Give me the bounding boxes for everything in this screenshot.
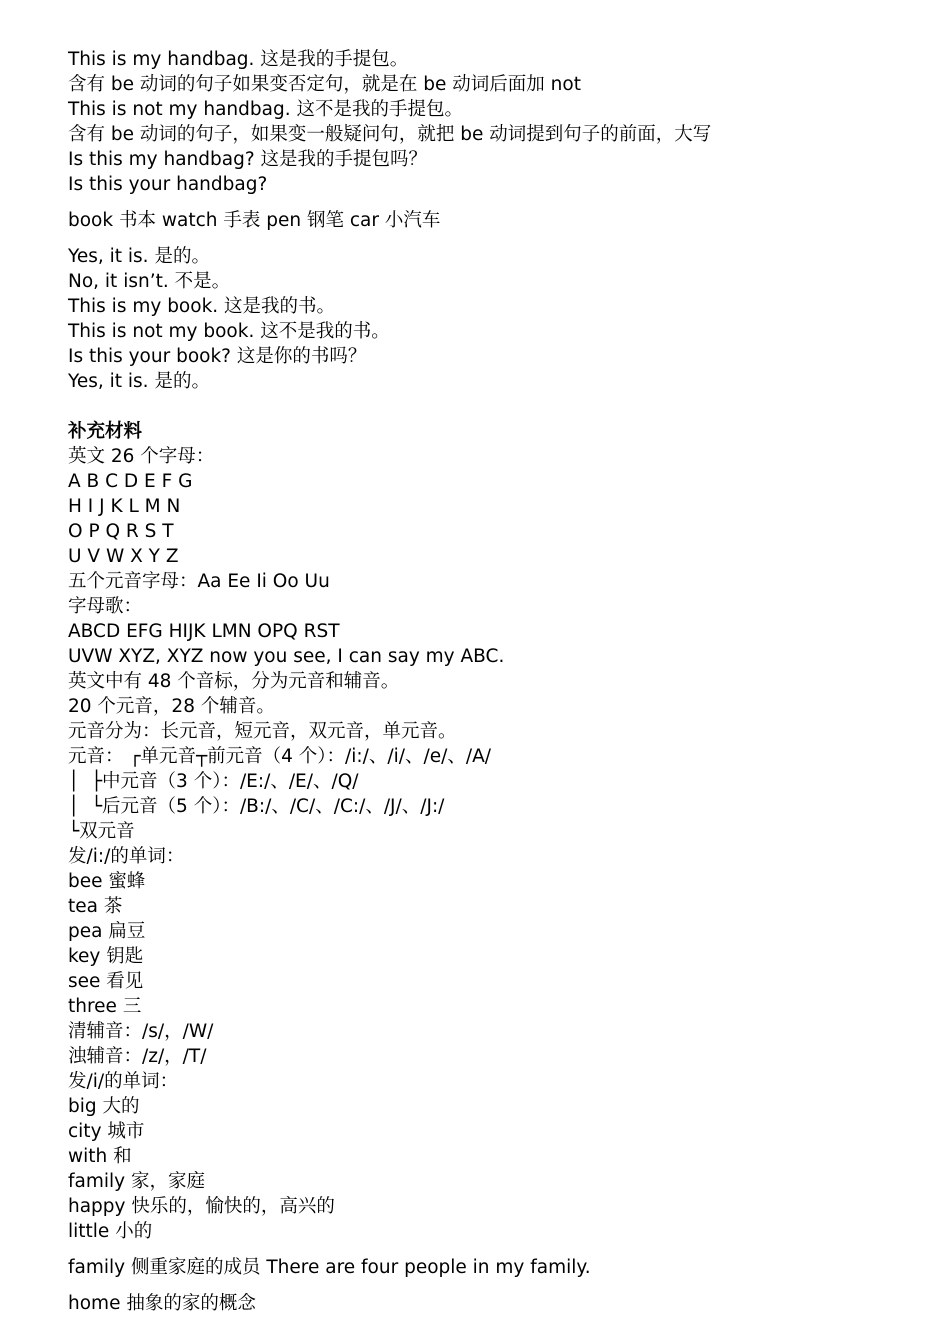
text-line: bee 蜜蜂: [68, 871, 146, 892]
dialogue-section: [68, 244, 928, 394]
text-line: A B C D E F G: [68, 471, 193, 492]
text-line: pea 扁豆: [68, 921, 146, 942]
text-line: 英文中有 48 个音标，分为元音和辅音。: [68, 671, 400, 692]
text-line: │ ├中元音（3 个）：/E:/、/E/、/Q/: [68, 771, 359, 792]
supplementary-section: [68, 444, 928, 1244]
text-line: U V W X Y Z: [68, 546, 179, 567]
text-line: This is my book. 这是我的书。: [68, 296, 336, 317]
paragraph-spacer: [68, 394, 928, 419]
text-line: 含有 be 动词的句子，如果变一般疑问句，就把 be 动词提到句子的前面，大写: [68, 124, 712, 145]
text-line: family 家，家庭: [68, 1171, 205, 1192]
text-line: 20 个元音，28 个辅音。: [68, 696, 275, 717]
text-line: 发/i/的单词：: [68, 1071, 179, 1092]
paragraph-spacer: [68, 1280, 928, 1291]
paragraph-spacer: [68, 233, 928, 244]
text-line: three 三: [68, 996, 142, 1017]
text-line: 五个元音字母：Aa Ee Ii Oo Uu: [68, 571, 330, 592]
text-line: see 看见: [68, 971, 144, 992]
text-line: └双元音: [68, 821, 135, 842]
paragraph-spacer: [68, 197, 928, 208]
text-line: key 钥匙: [68, 946, 144, 967]
text-line: happy 快乐的，愉快的，高兴的: [68, 1196, 335, 1217]
text-line: This is not my handbag. 这不是我的手提包。: [68, 99, 463, 120]
grammar-section: [68, 47, 928, 197]
text-line: 浊辅音：/z/，/T/: [68, 1046, 207, 1067]
text-line: No, it isn’t. 不是。: [68, 271, 231, 292]
document-page: [68, 47, 928, 1316]
text-line: This is not my book. 这不是我的书。: [68, 321, 390, 342]
text-line: Is this your handbag?: [68, 174, 268, 195]
text-line: big 大的: [68, 1096, 140, 1117]
vocab-line: book 书本 watch 手表 pen 钢笔 car 小汽车: [68, 210, 441, 231]
text-line: 英文 26 个字母：: [68, 446, 215, 467]
text-line: UVW XYZ, XYZ now you see, I can say my ABC.: [68, 646, 505, 667]
text-line: 元音分为：长元音，短元音，双元音，单元音。: [68, 721, 457, 742]
text-line: O P Q R S T: [68, 521, 174, 542]
text-line: city 城市: [68, 1121, 145, 1142]
text-line: 含有 be 动词的句子如果变否定句，就是在 be 动词后面加 not: [68, 74, 581, 95]
section-heading: 补充材料: [68, 421, 143, 442]
text-line: Is this my handbag? 这是我的手提包吗？: [68, 149, 428, 170]
text-line: │ └后元音（5 个）：/B:/、/C/、/C:/、/J/、/J:/: [68, 796, 445, 817]
text-line: little 小的: [68, 1221, 153, 1242]
text-line: H I J K L M N: [68, 496, 181, 517]
home-note: home 抽象的家的概念: [68, 1293, 256, 1314]
text-line: 发/i:/的单词：: [68, 846, 185, 867]
family-note: family 侧重家庭的成员 There are four people in my family.: [68, 1257, 591, 1278]
paragraph-spacer: [68, 1244, 928, 1255]
text-line: Yes, it is. 是的。: [68, 371, 210, 392]
text-line: ABCD EFG HIJK LMN OPQ RST: [68, 621, 340, 642]
text-line: 元音： ┌单元音┬前元音（4 个）：/i:/、/i/、/e/、/A/: [68, 746, 491, 767]
text-line: This is my handbag. 这是我的手提包。: [68, 49, 409, 70]
text-line: with 和: [68, 1146, 132, 1167]
text-line: Yes, it is. 是的。: [68, 246, 210, 267]
text-line: Is this your book? 这是你的书吗？: [68, 346, 367, 367]
text-line: tea 茶: [68, 896, 123, 917]
text-line: 清辅音：/s/，/W/: [68, 1021, 214, 1042]
text-line: 字母歌：: [68, 596, 143, 617]
